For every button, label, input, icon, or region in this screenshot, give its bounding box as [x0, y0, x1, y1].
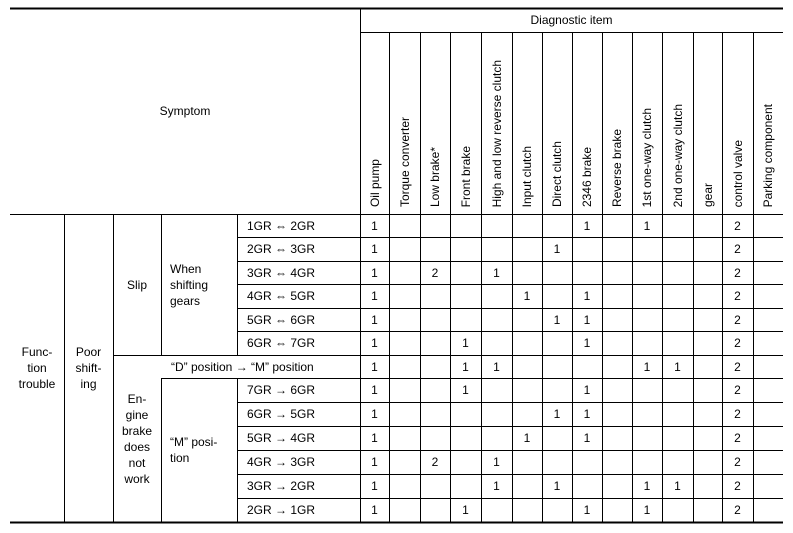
table-cell: 1: [643, 479, 651, 493]
table-cell: [693, 308, 722, 331]
table-cell: [572, 450, 602, 474]
row-label: 2GR → 1GR: [247, 503, 316, 517]
table-cell: [512, 498, 542, 522]
table-cell: [542, 331, 572, 355]
table-cell: [602, 355, 632, 378]
table-cell: [753, 237, 783, 261]
table-cell: [481, 331, 512, 355]
table-cell: [389, 450, 420, 474]
column-header: Front brake: [458, 145, 473, 207]
table-cell: [632, 261, 662, 284]
table-cell: 1: [583, 289, 591, 303]
table-cell: 1: [523, 431, 531, 445]
table-cell: 2: [734, 359, 741, 374]
table-cell: [693, 261, 722, 284]
table-cell: [389, 214, 420, 237]
table-cell: [481, 308, 512, 331]
poor-shifting-label: Poor shift- ing: [75, 345, 102, 391]
table-cell: 1: [371, 312, 378, 327]
table-cell: [753, 261, 783, 284]
table-cell: 2: [734, 218, 741, 233]
table-cell: [602, 378, 632, 402]
table-cell: [602, 284, 632, 308]
table-cell: [662, 331, 693, 355]
column-header: 2346 brake: [580, 146, 594, 207]
table-cell: 1: [371, 242, 378, 256]
table-cell: 1: [583, 312, 591, 327]
table-cell: [420, 402, 450, 426]
table-cell: 1: [462, 503, 469, 517]
table-cell: [389, 426, 420, 450]
table-cell: [512, 261, 542, 284]
column-header: Direct clutch: [550, 140, 564, 207]
table-cell: [693, 450, 722, 474]
diagnostic-item-header: Diagnostic item: [530, 13, 613, 27]
table-cell: [753, 474, 783, 498]
table-cell: 1: [462, 383, 469, 397]
column-header: Torque converter: [397, 116, 412, 207]
table-cell: 1: [643, 218, 651, 233]
column-header: gear: [700, 182, 715, 207]
table-cell: 2: [734, 431, 741, 445]
table-cell: [420, 284, 450, 308]
table-cell: [389, 498, 420, 522]
table-cell: [662, 378, 693, 402]
table-cell: [542, 378, 572, 402]
table-cell: [450, 308, 481, 331]
table-cell: [602, 426, 632, 450]
m-position-label: “M” posi- tion: [170, 435, 218, 465]
table-cell: [662, 284, 693, 308]
table-cell: 1: [643, 359, 651, 374]
row-label: 7GR → 6GR: [247, 383, 316, 397]
table-cell: [662, 426, 693, 450]
table-cell: [512, 214, 542, 237]
table-cell: [602, 237, 632, 261]
table-cell: [693, 402, 722, 426]
table-cell: 1: [493, 479, 500, 493]
table-cell: 2: [734, 383, 741, 397]
table-cell: 1: [493, 455, 500, 469]
table-cell: 2: [734, 503, 741, 517]
table-cell: [693, 214, 722, 237]
table-cell: [602, 474, 632, 498]
table-cell: 2: [431, 455, 439, 469]
table-cell: 2: [431, 265, 439, 280]
table-cell: 1: [553, 407, 561, 421]
table-cell: [632, 284, 662, 308]
table-cell: [512, 402, 542, 426]
table-cell: [450, 402, 481, 426]
table-cell: [512, 308, 542, 331]
table-cell: [662, 214, 693, 237]
table-cell: 1: [371, 407, 378, 421]
table-cell: [632, 426, 662, 450]
table-cell: [693, 426, 722, 450]
table-cell: [602, 498, 632, 522]
table-cell: 1: [371, 455, 378, 469]
table-cell: 1: [371, 336, 378, 350]
table-cell: [572, 237, 602, 261]
table-cell: [481, 284, 512, 308]
table-cell: [693, 378, 722, 402]
table-cell: [420, 498, 450, 522]
row-label: 6GR → 5GR: [247, 407, 316, 421]
column-header: 1st one-way clutch: [640, 107, 654, 207]
table-cell: [662, 308, 693, 331]
table-cell: [662, 498, 693, 522]
table-cell: [753, 308, 783, 331]
table-cell: [753, 355, 783, 378]
table-cell: [450, 450, 481, 474]
table-cell: [602, 308, 632, 331]
table-cell: 1: [462, 359, 469, 374]
row-label: 5GR ⇔ 6GR: [247, 312, 316, 327]
table-cell: [572, 261, 602, 284]
table-cell: [389, 474, 420, 498]
table-cell: 1: [493, 359, 500, 374]
column-header: Oil pump: [367, 158, 382, 207]
table-cell: [753, 498, 783, 522]
table-cell: 1: [371, 265, 378, 280]
table-cell: [450, 426, 481, 450]
table-cell: [753, 378, 783, 402]
table-cell: [602, 331, 632, 355]
table-cell: 1: [371, 383, 378, 397]
table-cell: 1: [674, 359, 681, 374]
table-cell: [481, 498, 512, 522]
table-cell: [389, 261, 420, 284]
table-cell: [481, 214, 512, 237]
table-cell: [389, 237, 420, 261]
table-cell: [450, 474, 481, 498]
table-cell: [693, 498, 722, 522]
table-cell: [632, 237, 662, 261]
table-cell: [542, 498, 572, 522]
table-cell: [602, 261, 632, 284]
table-cell: [512, 355, 542, 378]
table-cell: [389, 378, 420, 402]
table-cell: [753, 450, 783, 474]
table-cell: [693, 331, 722, 355]
table-cell: [389, 284, 420, 308]
table-cell: [420, 331, 450, 355]
table-cell: [662, 261, 693, 284]
table-cell: [662, 237, 693, 261]
table-cell: [512, 378, 542, 402]
table-cell: [693, 284, 722, 308]
table-cell: [450, 284, 481, 308]
table-cell: [481, 402, 512, 426]
table-cell: [420, 355, 450, 378]
table-cell: 1: [371, 289, 378, 303]
table-cell: 1: [523, 289, 531, 303]
row-label: 3GR ⇔ 4GR: [247, 265, 316, 280]
table-cell: 1: [553, 312, 561, 327]
table-cell: [753, 426, 783, 450]
table-cell: [542, 284, 572, 308]
column-header: Parking component: [761, 103, 775, 207]
table-cell: [450, 237, 481, 261]
table-cell: [572, 355, 602, 378]
table-cell: 2: [734, 289, 741, 303]
table-cell: [481, 237, 512, 261]
table-cell: 1: [493, 265, 500, 280]
table-cell: 1: [462, 336, 469, 350]
table-cell: [450, 214, 481, 237]
table-cell: [542, 261, 572, 284]
table-cell: 2: [734, 336, 741, 350]
table-cell: [420, 474, 450, 498]
engine-brake-label: En- gine brake does not work: [121, 391, 153, 486]
table-cell: [753, 402, 783, 426]
slip-label: Slip: [126, 277, 147, 292]
table-cell: [389, 331, 420, 355]
column-header: Reverse brake: [610, 128, 624, 207]
table-cell: [420, 378, 450, 402]
table-cell: 1: [371, 479, 378, 493]
table-cell: 1: [583, 503, 591, 517]
row-label: 4GR → 3GR: [247, 455, 316, 469]
table-cell: [662, 450, 693, 474]
function-trouble-label: Func- tion trouble: [18, 345, 56, 391]
table-cell: [420, 214, 450, 237]
table-cell: [632, 450, 662, 474]
table-cell: 1: [371, 431, 378, 445]
table-cell: 2: [734, 242, 741, 256]
table-cell: [389, 355, 420, 378]
table-cell: 1: [583, 383, 591, 397]
table-cell: 1: [643, 503, 651, 517]
row-label: 1GR ⇔ 2GR: [247, 218, 316, 233]
table-cell: [542, 355, 572, 378]
table-cell: 1: [583, 407, 591, 421]
table-cell: [389, 308, 420, 331]
table-cell: [602, 214, 632, 237]
table-cell: 2: [734, 312, 741, 327]
table-cell: 1: [553, 242, 561, 256]
table-cell: [542, 214, 572, 237]
table-cell: [542, 450, 572, 474]
table-cell: [420, 237, 450, 261]
table-cell: [481, 426, 512, 450]
table-cell: 1: [371, 503, 378, 517]
table-cell: 1: [583, 431, 591, 445]
table-cell: [753, 331, 783, 355]
table-cell: [632, 378, 662, 402]
table-cell: [420, 426, 450, 450]
column-header: Input clutch: [520, 145, 534, 207]
row-label: 6GR ⇔ 7GR: [247, 336, 316, 350]
when-shifting-gears-label: When shifting gears: [170, 261, 209, 308]
column-header: 2nd one-way clutch: [670, 103, 685, 207]
table-cell: [602, 450, 632, 474]
table-cell: [512, 237, 542, 261]
table-cell: 2: [734, 479, 741, 493]
table-cell: 2: [734, 265, 741, 280]
table-cell: [693, 474, 722, 498]
table-cell: [602, 402, 632, 426]
column-header: High and low reverse clutch: [489, 59, 504, 207]
table-cell: 1: [583, 218, 591, 233]
table-cell: [693, 237, 722, 261]
table-cell: [450, 261, 481, 284]
table-cell: 1: [553, 479, 561, 493]
table-cell: [481, 378, 512, 402]
column-header: control valve: [730, 139, 745, 207]
table-cell: [512, 474, 542, 498]
table-cell: [420, 308, 450, 331]
table-cell: [662, 402, 693, 426]
table-cell: [542, 426, 572, 450]
table-cell: [389, 402, 420, 426]
table-cell: [632, 402, 662, 426]
table-cell: 2: [734, 407, 741, 421]
table-cell: [632, 308, 662, 331]
table-cell: 2: [734, 455, 741, 469]
row-label: 3GR → 2GR: [247, 479, 316, 493]
table-cell: 1: [674, 479, 681, 493]
table-cell: [753, 214, 783, 237]
table-cell: 1: [371, 359, 378, 374]
row-label: 4GR ⇔ 5GR: [247, 289, 316, 303]
symptom-header: Symptom: [159, 104, 211, 118]
table-cell: [512, 331, 542, 355]
column-header: Low brake*: [428, 146, 442, 207]
row-label: 5GR → 4GR: [247, 431, 316, 445]
table-cell: 1: [371, 218, 378, 233]
table-cell: [693, 355, 722, 378]
row-label: 2GR ⇔ 3GR: [247, 242, 316, 256]
table-cell: [512, 450, 542, 474]
table-cell: [632, 331, 662, 355]
table-cell: [753, 284, 783, 308]
table-cell: [572, 474, 602, 498]
table-cell: 1: [583, 336, 591, 350]
row-label: “D” position → “M” position: [171, 359, 314, 374]
